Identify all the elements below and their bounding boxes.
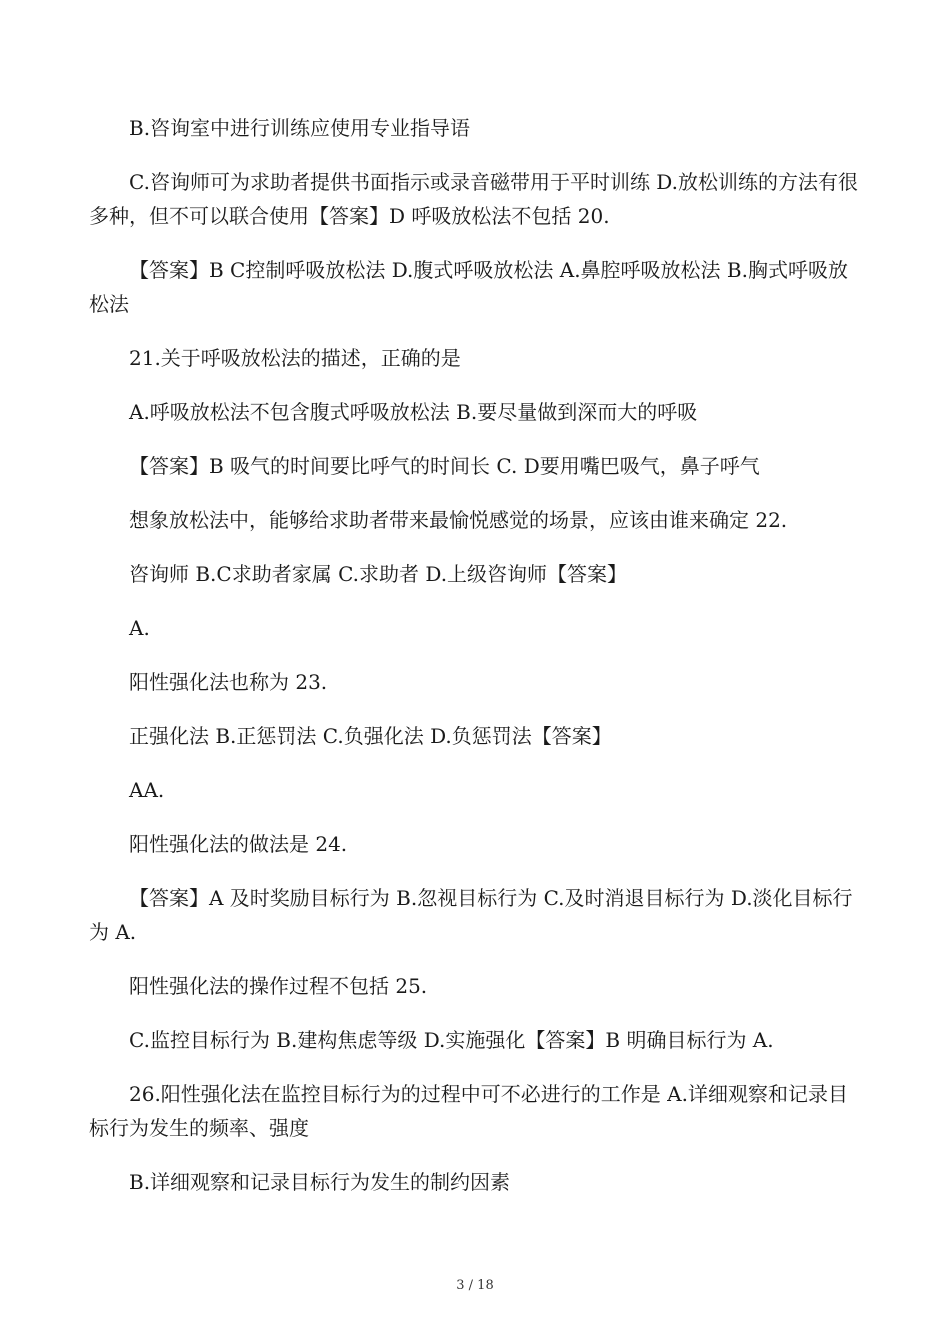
paragraph: 阳性强化法也称为 23.	[129, 670, 328, 694]
paragraph: 26.阳性强化法在监控目标行为的过程中可不必进行的工作是 A.详细观察和记录目标行为发生的频率、强度	[89, 1082, 848, 1140]
paragraph: B.咨询室中进行训练应使用专业指导语	[129, 116, 471, 140]
paragraph: 【答案】B C控制呼吸放松法 D.腹式呼吸放松法 A.鼻腔呼吸放松法 B.胸式呼吸放松法	[89, 258, 848, 316]
paragraph: 【答案】B 吸气的时间要比呼气的时间长 C. D要用嘴巴吸气，鼻子呼气	[129, 454, 760, 478]
paragraph: C.咨询师可为求助者提供书面指示或录音磁带用于平时训练 D.放松训练的方法有很多种，但不可以联合使用【答案】D 呼吸放松法不包括 20.	[89, 170, 858, 228]
paragraph: C.监控目标行为 B.建构焦虑等级 D.实施强化【答案】B 明确目标行为 A.	[129, 1028, 774, 1052]
paragraph: A.	[129, 616, 150, 640]
paragraph: 咨询师 B.C求助者家属 C.求助者 D.上级咨询师【答案】	[129, 562, 628, 586]
paragraph: A.呼吸放松法不包含腹式呼吸放松法 B.要尽量做到深而大的呼吸	[129, 400, 698, 424]
paragraph: 阳性强化法的做法是 24.	[129, 832, 348, 856]
paragraph: 21.关于呼吸放松法的描述，正确的是	[129, 346, 461, 370]
paragraph: B.详细观察和记录目标行为发生的制约因素	[129, 1170, 511, 1194]
document-body	[89, 111, 864, 1219]
paragraph: 正强化法 B.正惩罚法 C.负强化法 D.负惩罚法【答案】	[129, 724, 612, 748]
paragraph: 想象放松法中，能够给求助者带来最愉悦感觉的场景，应该由谁来确定 22.	[129, 508, 788, 532]
paragraph: AA.	[129, 778, 165, 802]
paragraph: 【答案】A 及时奖励目标行为 B.忽视目标行为 C.及时消退目标行为 D.淡化目标行为 A.	[89, 886, 853, 944]
page-number: 3 / 18	[456, 1278, 494, 1293]
paragraph: 阳性强化法的操作过程不包括 25.	[129, 974, 428, 998]
